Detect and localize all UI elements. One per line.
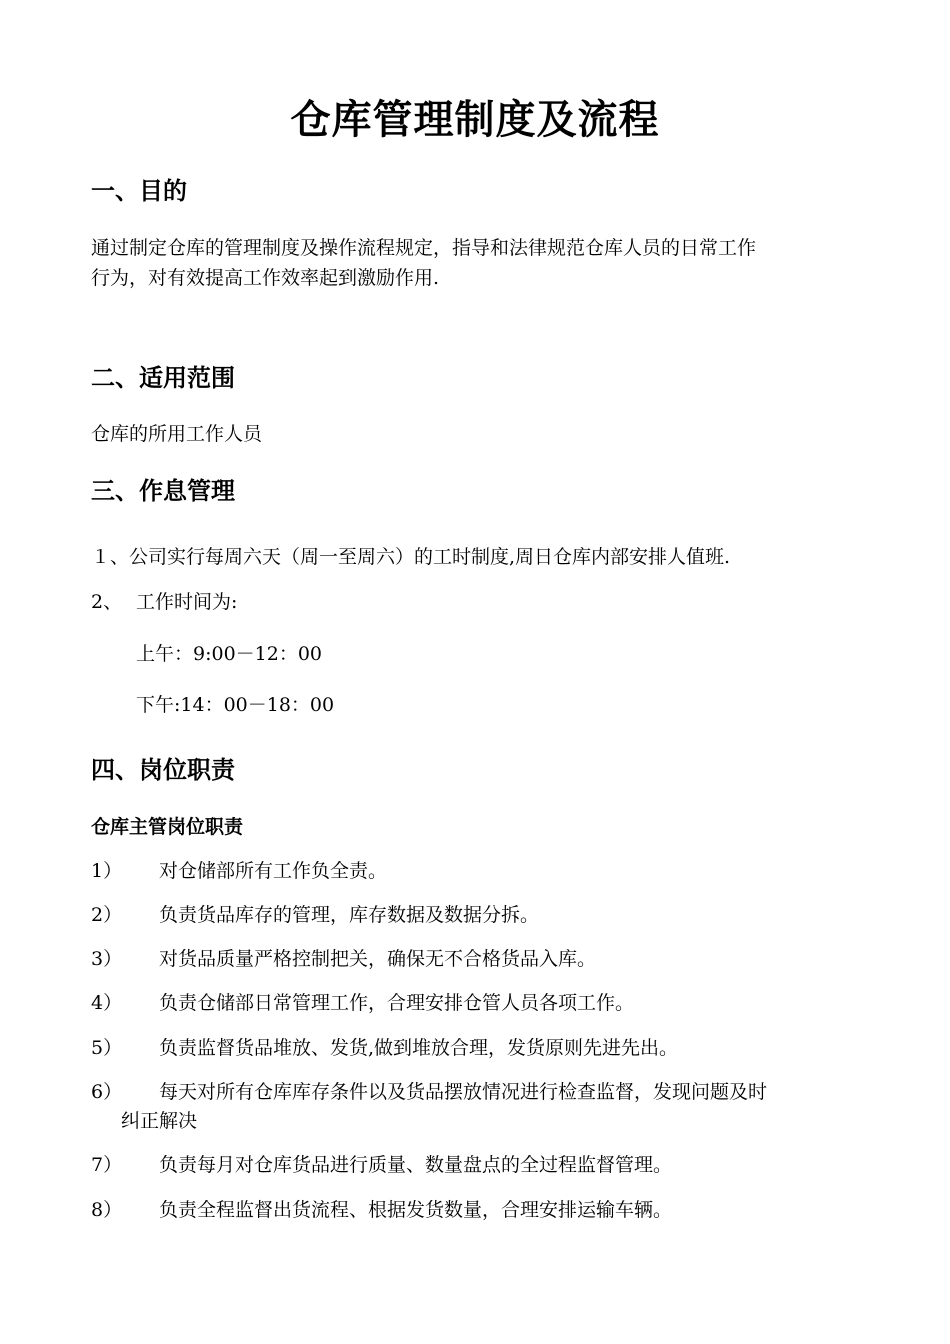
section-heading-duties: 四、岗位职责 [91, 756, 235, 784]
duties-subheading: 仓库主管岗位职责 [91, 816, 244, 838]
purpose-paragraph [91, 233, 881, 293]
schedule-item-2-text: 工作时间为: [136, 591, 238, 613]
section-heading-schedule: 三、作息管理 [91, 477, 235, 505]
document-title: 仓库管理制度及流程 [290, 97, 660, 143]
purpose-line-1: 通过制定仓库的管理制度及操作流程规定，指导和法律规范仓库人员的日常工作 [91, 237, 757, 259]
duty-text: 负责每月对仓库货品进行质量、数量盘点的全过程监督管理。 [159, 1154, 673, 1176]
duty-item [91, 1034, 678, 1062]
duty-item [91, 1196, 672, 1224]
schedule-item-1: １、公司实行每周六天（周一至周六）的工时制度,周日仓库内部安排人值班. [91, 546, 731, 568]
duty-number: 5） [91, 1037, 123, 1059]
duty-item [91, 857, 387, 885]
duty-item [91, 1151, 672, 1179]
duty-item-continuation: 纠正解决 [121, 1110, 198, 1132]
schedule-afternoon: 下午:14：00－18：00 [136, 694, 335, 716]
duty-item [91, 901, 539, 929]
schedule-item-2-number: 2、 [91, 591, 123, 613]
duty-text: 负责监督货品堆放、发货,做到堆放合理，发货原则先进先出。 [159, 1037, 679, 1059]
duty-number: 3） [91, 948, 123, 970]
duty-number: 8） [91, 1199, 123, 1221]
duty-text: 负责仓储部日常管理工作，合理安排仓管人员各项工作。 [159, 992, 635, 1014]
purpose-line-2: 行为，对有效提高工作效率起到激励作用. [91, 267, 440, 289]
duty-item [91, 945, 596, 973]
duty-number: 4） [91, 992, 123, 1014]
duty-item [91, 989, 634, 1017]
duty-number: 2） [91, 904, 123, 926]
duty-text: 对仓储部所有工作负全责。 [159, 860, 388, 882]
duty-text: 对货品质量严格控制把关，确保无不合格货品入库。 [159, 948, 597, 970]
duty-item [91, 1078, 767, 1106]
duty-number: 7） [91, 1154, 123, 1176]
duty-number: 1） [91, 860, 123, 882]
scope-text: 仓库的所用工作人员 [91, 423, 263, 445]
duty-number: 6） [91, 1081, 123, 1103]
schedule-morning: 上午：9:00－12：00 [136, 643, 323, 665]
section-heading-purpose: 一、目的 [91, 177, 187, 205]
section-heading-scope: 二、适用范围 [91, 364, 235, 392]
duty-text: 每天对所有仓库库存条件以及货品摆放情况进行检查监督，发现问题及时 [159, 1081, 768, 1103]
duty-text: 负责货品库存的管理，库存数据及数据分拆。 [159, 904, 540, 926]
duty-text: 负责全程监督出货流程、根据发货数量，合理安排运输车辆。 [159, 1199, 673, 1221]
